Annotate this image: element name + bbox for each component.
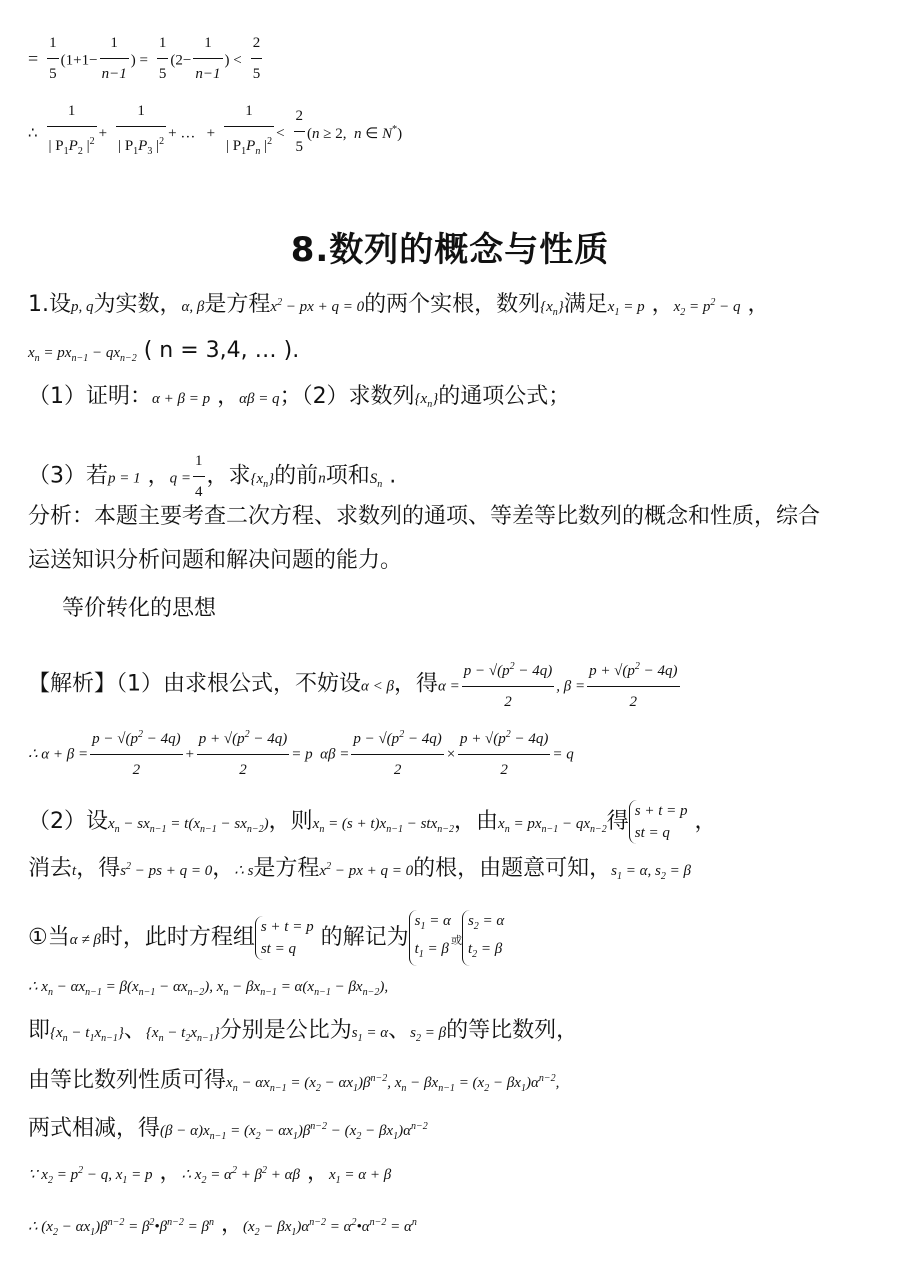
- solution-line-7: 即$\{x_n - t_1x_{n-1}\}$、$\{x_n - t_2x_{n-1}\}$分别是公比为$s_1 = \alpha$、$s_2 = \beta$的等比数列，: [28, 1018, 579, 1044]
- solution-line-10: ∵ $x_2 = p^2 - q$, $x_1 = p$ ，∴ $x_2 = \alpha^2 + \beta^2 + \alpha\beta$ ，$x_1 = \alpha + \beta$: [28, 1160, 392, 1186]
- carryover-line-1: = $\frac{1}{5}$ (1+1− $\frac{1}{n-1}$ ) = $\frac{1}{5}$ (2− $\frac{1}{n-1}$ ) < $\frac{2}{5}$: [28, 28, 264, 89]
- solution-line-9: 两式相减，得$(\beta - \alpha)x_{n-1} = (x_2 - \alpha x_1)\beta^{n-2} - (x_2 - \beta x_1)\alpha^{n-2}$: [28, 1116, 428, 1142]
- solution-line-8: 由等比数列性质可得$x_n - \alpha x_{n-1} = (x_2 - \alpha x_1)\beta^{n-2}$, $x_n - \beta x_{n-1} = (x_2 - \beta x_1)\alpha^{n-2}$,: [28, 1068, 560, 1094]
- question-line-2: $x_n = px_{n-1} - qx_{n-2}$ ( n = 3,4, … ).: [28, 338, 300, 364]
- solution-line-3: （2）设$x_n - sx_{n-1} = t(x_{n-1} - sx_{n-2})$，则$x_n = (s + t)x_{n-1} - stx_{n-2}$，由$x_n = px_{n-1} - qx_{n-2}$得 s + t = p st = q ，: [28, 800, 717, 845]
- analysis-line-3: 等价转化的思想: [62, 596, 217, 621]
- solution-line-4: 消去t，得$s^2$ − ps + q = 0，∴ s是方程$x^2$ − px + q = 0的根，由题意可知，$s_1 = \alpha$, $s_2 = \beta$: [28, 856, 691, 882]
- question-line-1: 1.设p, q为实数，α, β是方程$x^2$ − px + q = 0的两个实根，数列$\{x_n\}$满足$x_1 = p$ ，$x_2 = p^2 - q$ ，: [28, 292, 770, 318]
- solution-line-5: ①当α ≠ β时，此时方程组 s + t = p st = q 的解记为 $s_1 = \alpha$ $t_1 = \beta$ 或 $s_2 = \alpha$ $t_2 = \beta$: [28, 910, 504, 966]
- solution-line-11: ∴ $(x_2 - \alpha x_1)\beta^{n-2}$ = $\beta^2•\beta^{n-2} = \beta^n$ ，$(x_2 - \beta x_1)\alpha^{n-2}$ = $\alpha^2•\alpha^{n-2} = \alpha^n$: [28, 1212, 417, 1238]
- question-part-1-2: （1）证明：α + β = p ，αβ = q；（2）求数列$\{x_n\}$的通项公式；: [28, 384, 571, 410]
- carryover-line-2: ∴ $\frac{1}{| P_1P_2 |^2}$ + $\frac{1}{| P_1P_3 |^2}$ + … + $\frac{1}{| P_1P_n |^2}$ < $\frac{2}{5}$ (n ≥ 2, n ∈ N*): [28, 96, 402, 167]
- section-title: 8.数列的概念与性质: [290, 230, 610, 270]
- solution-line-1: 【解析】（1）由求根公式，不妨设α < β，得α = $\frac{p - √(p^2 - 4q)}{2}$ , β = $\frac{p + √(p^2 - 4q)}{2}$: [28, 652, 682, 717]
- solution-line-6: ∴ $x_n - \alpha x_{n-1} = \beta(x_{n-1} - \alpha x_{n-2})$, $x_n - \beta x_{n-1} = \alpha(x_{n-1} - \beta x_{n-2})$,: [28, 979, 389, 998]
- solution-line-2: ∴ α + β = $\frac{p - √(p^2 - 4q)}{2}$ + $\frac{p + √(p^2 - 4q)}{2}$ = p αβ = $\frac{p - √(p^2 - 4q)}{2}$ × $\frac{p + √(p^2 - 4q)}{2}$ = q: [28, 720, 574, 785]
- q-text: 1.设: [28, 292, 71, 317]
- analysis-line-1: 分析：本题主要考查二次方程、求数列的通项、等差等比数列的概念和性质，综合: [28, 504, 821, 529]
- analysis-line-2: 运送知识分析问题和解决问题的能力。: [28, 548, 403, 573]
- question-part-3: （3）若p = 1 ，q = $\frac{1}{4}$ ，求$\{x_n\}$的前n项和$S_n$ .: [28, 446, 396, 507]
